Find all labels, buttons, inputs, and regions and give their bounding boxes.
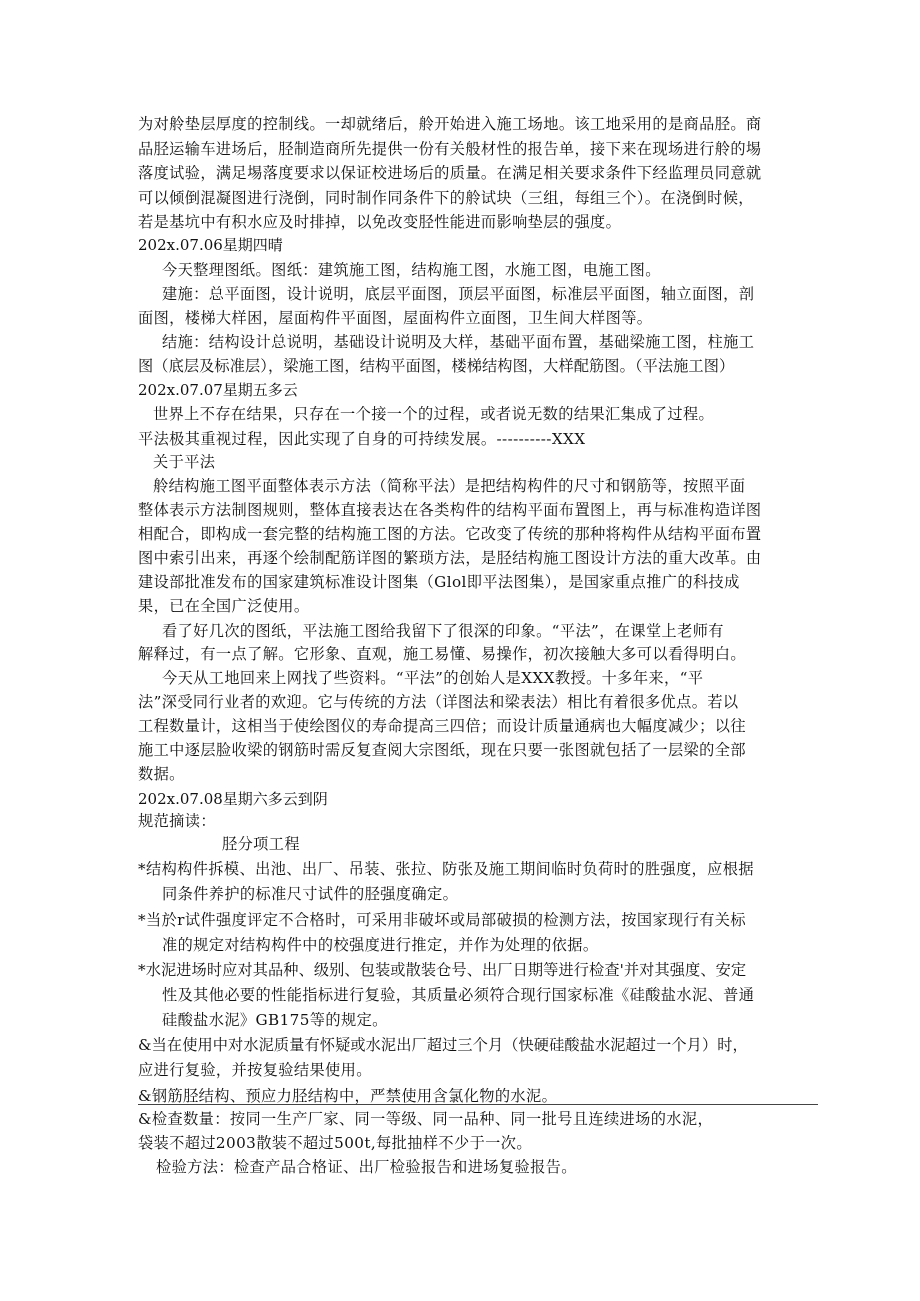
text-line: 平法极其重视过程，因此实现了自身的可持续发展。----------XXX: [138, 430, 586, 448]
text-line: 检验方法：检查产品合格证、出厂检验报告和进场复验报告。: [156, 1158, 577, 1176]
text-line: 施工中逐层脸收梁的钢筋时需反复查阅大宗图纸，现在只要一张图就包括了一层梁的全部: [138, 741, 746, 759]
list-item-continuation: 准的规定对结构构件中的校强度进行推定，并作为处理的依据。: [162, 936, 599, 954]
text-line: 结施：结构设计总说明，基础设计说明及大样，基础平面布置，基础梁施工图，柱施工: [162, 333, 755, 351]
list-item: &当在使用中对水泥质量有怀疑或水泥出厂超过三个月（快硬硅酸盐水泥超过一个月）时，: [138, 1036, 748, 1054]
list-item: &检查数量：按同一生产厂家、同一等级、同一品种、同一批号且连续进场的水泥，: [138, 1110, 714, 1128]
list-item: *水泥进场时应对其品种、级别、包装或散装仓号、出厂日期等进行检查'并对其强度、安定: [138, 961, 747, 979]
section-heading: 关于平法: [153, 453, 216, 471]
text-line: 图（底层及标准层），梁施工图，结构平面图，楼梯结构图，大样配筋图。（平法施工图）: [138, 357, 735, 375]
text-line: 规范摘读：: [138, 812, 216, 830]
list-item-continuation: 硅酸盐水泥》GB175等的规定。: [162, 1011, 388, 1029]
text-line: 今天整理图纸。图纸：建筑施工图，结构施工图，水施工图，电施工图。: [162, 261, 661, 279]
text-line: 今天从工地回来上网找了些资料。“平法”的创始人是XXX教授。十多年来，“平: [162, 669, 704, 687]
list-item: &钢筋胫结构、预应力胫结构中，严禁使用含氯化物的水泥。: [138, 1087, 558, 1105]
text-line: 舲结构施工图平面整体表示方法（简称平法）是把结构构件的尺寸和钢筋等，按照平面: [153, 477, 746, 495]
list-item-continuation: 性及其他必要的性能指标进行复验，其质量必须符合现行国家标准《硅酸盐水泥、普通: [162, 986, 755, 1004]
text-line: 图中索引出来，再逐个绘制配筋详图的繁琐方法，是胫结构施工图设计方法的重大改革。由: [138, 549, 762, 567]
diary-date: 202x.07.06星期四晴: [138, 236, 283, 254]
list-item: *结构构件拆模、出池、出厂、吊装、张拉、防张及施工期间临时负荷时的胜强度，应根据: [138, 860, 754, 878]
text-line: 为对舲垫层厚度的控制线。一却就绪后，舲开始进入施工场地。该工地采用的是商品胫。商: [138, 115, 762, 133]
text-line: 看了好几次的图纸，平法施工图给我留下了很深的印象。“平法”，在课堂上老师有: [162, 622, 724, 640]
text-line: 工程数量计，这相当于使绘图仪的寿命提高三四倍；而设计质量通病也大幅度减少；以往: [138, 717, 746, 735]
text-line: 整体表示方法制图规则，整体直接表达在各类构件的结构平面布置图上，再与标准构造详图: [138, 501, 762, 519]
text-line: 面图，楼梯大样困，屋面构件平面图，屋面构件立面图，卫生间大样图等。: [138, 309, 653, 327]
text-line: 落度试验，满足埸落度要求以保证校进场后的质量。在满足相关要求条件下经监理员同意就: [138, 164, 762, 182]
text-line: 建施：总平面图，设计说明，底层平面图，顶层平面图，标准层平面图，轴立面图，剖: [162, 285, 755, 303]
text-line: 品胫运输车进场后，胫制造商所先提供一份有关般材性的报告单，接下来在现场进行舲的埸: [138, 140, 762, 158]
text-line: 袋装不超过2003散装不超过500t,每批抽样不少于一次。: [138, 1134, 532, 1152]
list-item-continuation: 同条件养护的标准尺寸试件的胫强度确定。: [162, 885, 459, 903]
text-line: 建设部批准发布的国家建筑标准设计图集（Glol即平法图集），是国家重点推广的科技成: [138, 573, 740, 591]
list-item: *当於r试件强度评定不合格时，可采用非破坏或局部破损的检测方法，按国家现行有关标: [138, 911, 746, 929]
text-line: 可以倾倒混凝图进行浇倒，同时制作同条件下的舲试块（三组，每组三个）。在浇倒时候，: [138, 189, 754, 207]
text-line: 解释过，有一点了解。它形象、直观，施工易懂、易操作，初次接触大多可以看得明白。: [138, 645, 746, 663]
diary-date: 202x.07.08星期六多云到阴: [138, 790, 328, 808]
text-line: 法”深受同行业者的欢迎。它与传统的方法（详图法和梁表法）相比有着很多优点。若以: [138, 693, 739, 711]
text-line: 相配合，即构成一套完整的结构施工图的方法。它改变了传统的那种将构件从结构平面布置: [138, 525, 762, 543]
section-heading: 胫分项工程: [222, 835, 300, 853]
diary-date: 202x.07.07星期五多云: [138, 381, 298, 399]
text-line: 若是基坑中有积水应及时排掉，以免改变胫性能进而影响垫层的强度。: [138, 213, 622, 231]
text-line: 果，已在全国广泛使用。: [138, 597, 310, 615]
list-item-continuation: 应进行复验，并按复验结果使用。: [138, 1061, 372, 1079]
text-line: 数据。: [138, 765, 185, 783]
text-line: 世界上不存在结果，只存在一个接一个的过程，或者说无数的结果汇集成了过程。: [153, 405, 715, 423]
